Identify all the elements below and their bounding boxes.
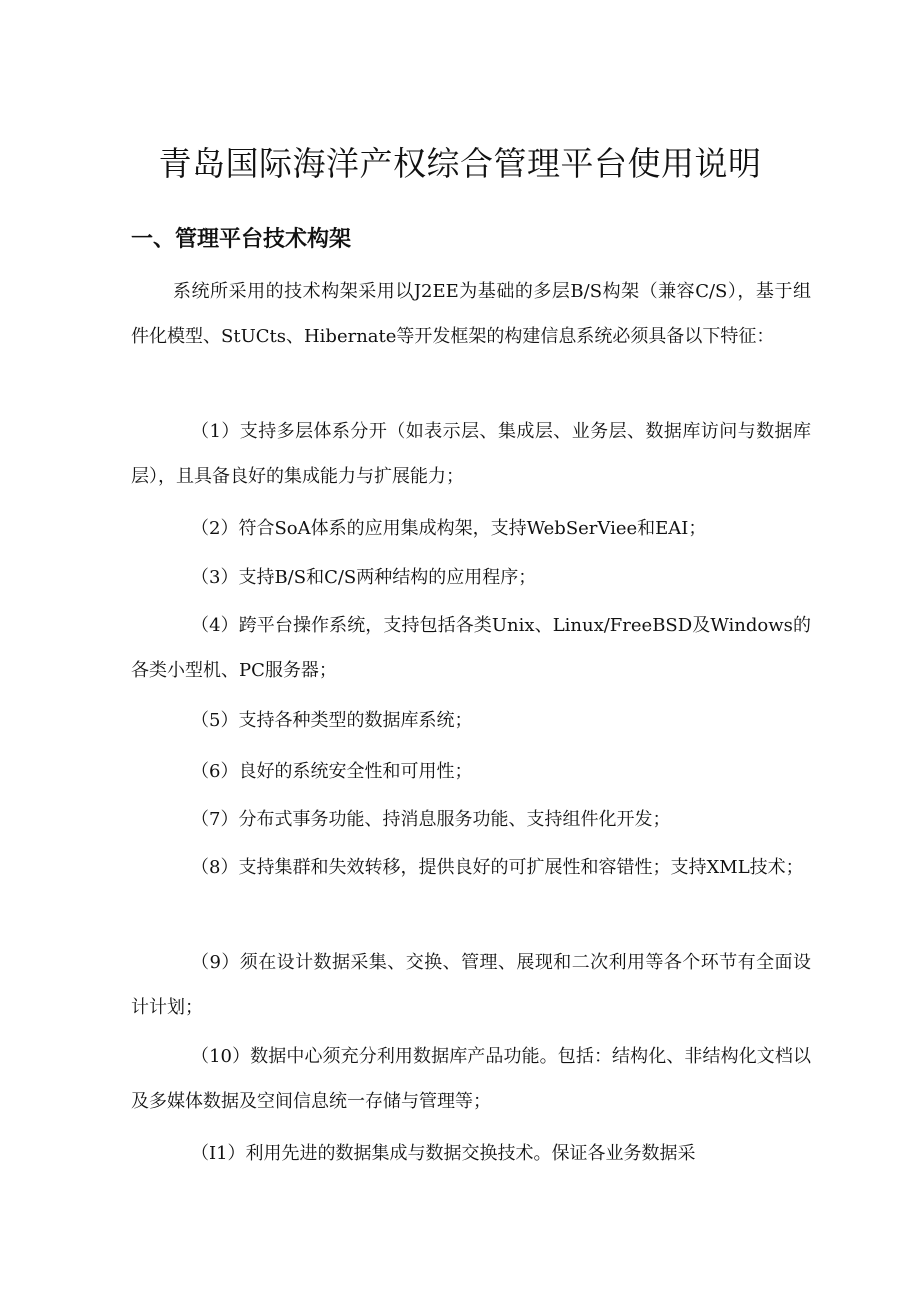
list-item-7: （7）分布式事务功能、持消息服务功能、支持组件化开发；: [191, 809, 671, 830]
list-item-8: （8）支持集群和失效转移，提供良好的可扩展性和容错性；支持XML技术；: [191, 857, 804, 878]
list-item-11: （I1）利用先进的数据集成与数据交换技术。保证各业务数据采: [191, 1143, 696, 1164]
list-item-2: （2）符合SoA体系的应用集成构架，支持WebSerViee和EAI；: [191, 518, 707, 539]
list-item-1: （1）支持多层体系分开（如表示层、集成层、业务层、数据库访问与数据库层），且具备良好的集成能力与扩展能力；: [131, 421, 811, 487]
list-item-3: （3）支持B/S和C/S两种结构的应用程序；: [191, 567, 537, 588]
list-item-4: （4）跨平台操作系统，支持包括各类Unix、Linux/FreeBSD及Windows的各类小型机、PC服务器；: [131, 615, 811, 681]
list-item-9: （9）须在设计数据采集、交换、管理、展现和二次利用等各个环节有全面设计计划；: [131, 952, 811, 1018]
section-heading: 一、管理平台技术构架: [131, 227, 352, 252]
list-item-6: （6）良好的系统安全性和可用性；: [191, 761, 473, 782]
list-item-5: （5）支持各种类型的数据库系统；: [191, 710, 473, 731]
intro-paragraph: 系统所采用的技术构架采用以J2EE为基础的多层B/S构架（兼容C/S），基于组件化模型、StUCts、Hibernate等开发框架的构建信息系统必须具备以下特征：: [131, 281, 811, 347]
document-title: 青岛国际海洋产权综合管理平台使用说明: [158, 144, 762, 184]
list-item-10: （10）数据中心须充分利用数据库产品功能。包括：结构化、非结构化文档以及多媒体数据及空间信息统一存储与管理等；: [131, 1046, 811, 1112]
